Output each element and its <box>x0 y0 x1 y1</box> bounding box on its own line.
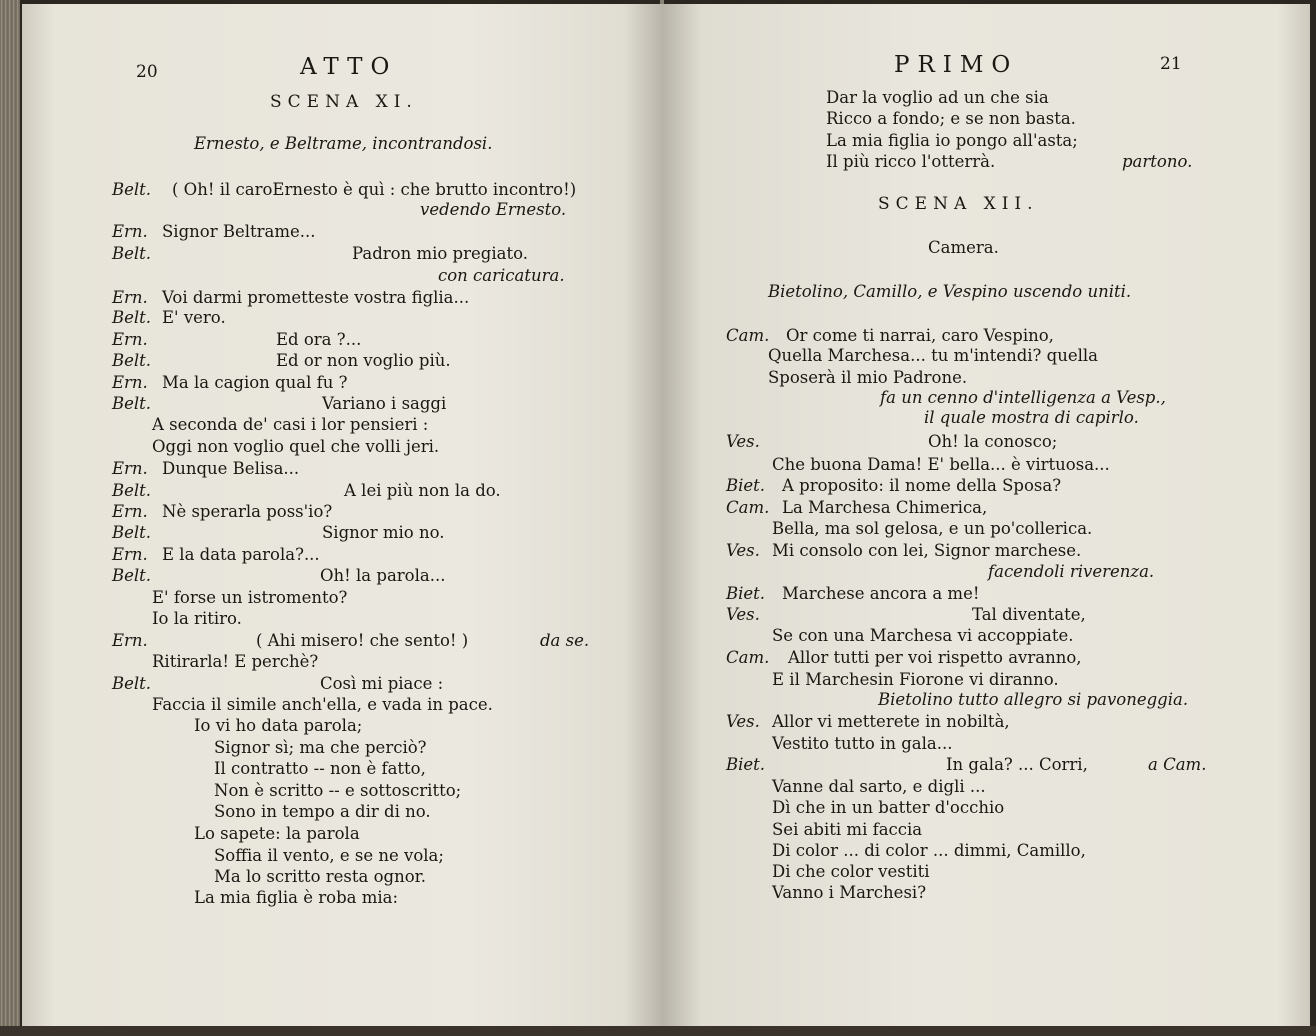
speaker-label: Belt. <box>112 481 152 500</box>
verse-line: E' forse un istromento? <box>152 588 348 607</box>
verse-line: Mi consolo con lei, Signor marchese. <box>772 541 1082 560</box>
verse-line: Ma lo scritto resta ognor. <box>214 867 426 886</box>
verse-line: Or come ti narrai, caro Vespino, <box>786 326 1054 345</box>
speaker-label: Belt. <box>112 566 152 585</box>
right-page <box>662 4 1310 1028</box>
verse-line: Voi darmi prometteste vostra figlia... <box>162 288 470 307</box>
speaker-label: Ern. <box>112 502 148 521</box>
verse-line: Sposerà il mio Padrone. <box>768 368 968 387</box>
speaker-label: Belt. <box>112 523 152 542</box>
verse-line: In gala? ... Corri, <box>946 755 1088 774</box>
verse-line: ( Ahi misero! che sento! ) <box>256 631 469 650</box>
verse-line: Di color ... di color ... dimmi, Camillo, <box>772 841 1086 860</box>
stage-direction-line: da se. <box>540 631 590 650</box>
speaker-label: Ves. <box>726 605 760 624</box>
stage-direction-line: facendoli riverenza. <box>988 562 1155 581</box>
verse-line: Non è scritto -- e sottoscritto; <box>214 781 462 800</box>
speaker-label: Ves. <box>726 712 760 731</box>
verse-line: Signor sì; ma che perciò? <box>214 738 427 757</box>
verse-line: Quella Marchesa... tu m'intendi? quella <box>768 346 1098 365</box>
scene-setting: Camera. <box>928 238 999 257</box>
verse-line: Allor vi metterete in nobiltà, <box>772 712 1010 731</box>
verse-line: Ed or non voglio più. <box>276 351 451 370</box>
speaker-label: Belt. <box>112 244 152 263</box>
verse-line: ( Oh! il caroErnesto è quì : che brutto incontro!) <box>172 180 577 199</box>
verse-line: Tal diventate, <box>972 605 1086 624</box>
verse-line: Oh! la conosco; <box>928 432 1058 451</box>
verse-line: Ricco a fondo; e se non basta. <box>826 109 1076 128</box>
page-number: 21 <box>1160 54 1182 74</box>
speaker-label: Cam. <box>726 648 770 667</box>
verse-line: Vanne dal sarto, e digli ... <box>772 777 986 796</box>
verse-line: Faccia il simile anch'ella, e vada in pace. <box>152 695 493 714</box>
verse-line: Bella, ma sol gelosa, e un po'collerica. <box>772 519 1093 538</box>
verse-line: Il contratto -- non è fatto, <box>214 759 426 778</box>
verse-line: Lo sapete: la parola <box>194 824 360 843</box>
verse-line: Io la ritiro. <box>152 609 242 628</box>
speaker-label: Belt. <box>112 308 152 327</box>
verse-line: Se con una Marchesa vi accoppiate. <box>772 626 1074 645</box>
verse-line: Ma la cagion qual fu ? <box>162 373 348 392</box>
speaker-label: Belt. <box>112 674 152 693</box>
verse-line: Allor tutti per voi rispetto avranno, <box>788 648 1082 667</box>
stage-direction-line: il quale mostra di capirlo. <box>924 408 1139 427</box>
speaker-label: Cam. <box>726 326 770 345</box>
verse-line: Il più ricco l'otterrà. <box>826 152 996 171</box>
verse-line: Signor Beltrame... <box>162 222 316 241</box>
stage-direction-line: a Cam. <box>1148 755 1207 774</box>
speaker-label: Cam. <box>726 498 770 517</box>
verse-line: Dar la voglio ad un che sia <box>826 88 1049 107</box>
stage-direction-line: fa un cenno d'intelligenza a Vesp., <box>880 388 1166 407</box>
verse-line: E la data parola?... <box>162 545 320 564</box>
verse-line: A proposito: il nome della Sposa? <box>782 476 1062 495</box>
verse-line: Di che color vestiti <box>772 862 930 881</box>
stage-direction-line: Bietolino tutto allegro si pavoneggia. <box>878 690 1189 709</box>
verse-line: A lei più non la do. <box>344 481 501 500</box>
verse-line: Dunque Belisa... <box>162 459 300 478</box>
verse-line: Che buona Dama! E' bella... è virtuosa... <box>772 455 1110 474</box>
speaker-label: Ern. <box>112 373 148 392</box>
speaker-label: Belt. <box>112 180 152 199</box>
page-number: 20 <box>136 62 158 82</box>
stage-direction-line: partono. <box>1122 152 1193 171</box>
speaker-label: Ves. <box>726 432 760 451</box>
verse-line: Oggi non voglio quel che volli jeri. <box>152 437 440 456</box>
verse-line: Ritirarla! E perchè? <box>152 652 319 671</box>
speaker-label: Ves. <box>726 541 760 560</box>
verse-line: Oh! la parola... <box>320 566 446 585</box>
speaker-label: Ern. <box>112 222 148 241</box>
speaker-label: Belt. <box>112 394 152 413</box>
verse-line: Marchese ancora a me! <box>782 584 980 603</box>
stage-direction: Bietolino, Camillo, e Vespino uscendo uniti. <box>768 282 1132 301</box>
verse-line: Vestito tutto in gala... <box>772 734 953 753</box>
verse-line: Ed ora ?... <box>276 330 362 349</box>
verse-line: Padron mio pregiato. <box>352 244 528 263</box>
scene-title: SCENA XII. <box>878 194 1039 214</box>
left-page <box>22 4 662 1028</box>
speaker-label: Ern. <box>112 459 148 478</box>
verse-line: Così mi piace : <box>320 674 444 693</box>
stage-direction-line: vedendo Ernesto. <box>420 200 567 219</box>
speaker-label: Ern. <box>112 330 148 349</box>
verse-line: Signor mio no. <box>322 523 445 542</box>
stage-direction-line: con caricatura. <box>438 266 565 285</box>
verse-line: La Marchesa Chimerica, <box>782 498 988 517</box>
speaker-label: Biet. <box>726 584 766 603</box>
verse-line: Soffia il vento, e se ne vola; <box>214 846 444 865</box>
verse-line: A seconda de' casi i lor pensieri : <box>152 415 429 434</box>
verse-line: La mia figlia io pongo all'asta; <box>826 131 1078 150</box>
running-head: ATTO <box>300 54 398 80</box>
verse-line: Variano i saggi <box>322 394 447 413</box>
speaker-label: Biet. <box>726 476 766 495</box>
verse-line: E il Marchesin Fiorone vi diranno. <box>772 670 1059 689</box>
speaker-label: Belt. <box>112 351 152 370</box>
verse-line: Vanno i Marchesi? <box>772 883 927 902</box>
verse-line: Nè sperarla poss'io? <box>162 502 333 521</box>
book-bottom-edge <box>0 1026 1316 1036</box>
verse-line: Sei abiti mi faccia <box>772 820 923 839</box>
speaker-label: Ern. <box>112 631 148 650</box>
running-head: PRIMO <box>894 52 1019 78</box>
verse-line: Dì che in un batter d'occhio <box>772 798 1005 817</box>
verse-line: La mia figlia è roba mia: <box>194 888 399 907</box>
scene-title: SCENA XI. <box>270 92 418 112</box>
verse-line: Io vi ho data parola; <box>194 716 363 735</box>
speaker-label: Biet. <box>726 755 766 774</box>
speaker-label: Ern. <box>112 545 148 564</box>
verse-line: Sono in tempo a dir di no. <box>214 802 431 821</box>
speaker-label: Ern. <box>112 288 148 307</box>
verse-line: E' vero. <box>162 308 226 327</box>
stage-direction: Ernesto, e Beltrame, incontrandosi. <box>194 134 493 153</box>
book-edge <box>0 0 20 1036</box>
